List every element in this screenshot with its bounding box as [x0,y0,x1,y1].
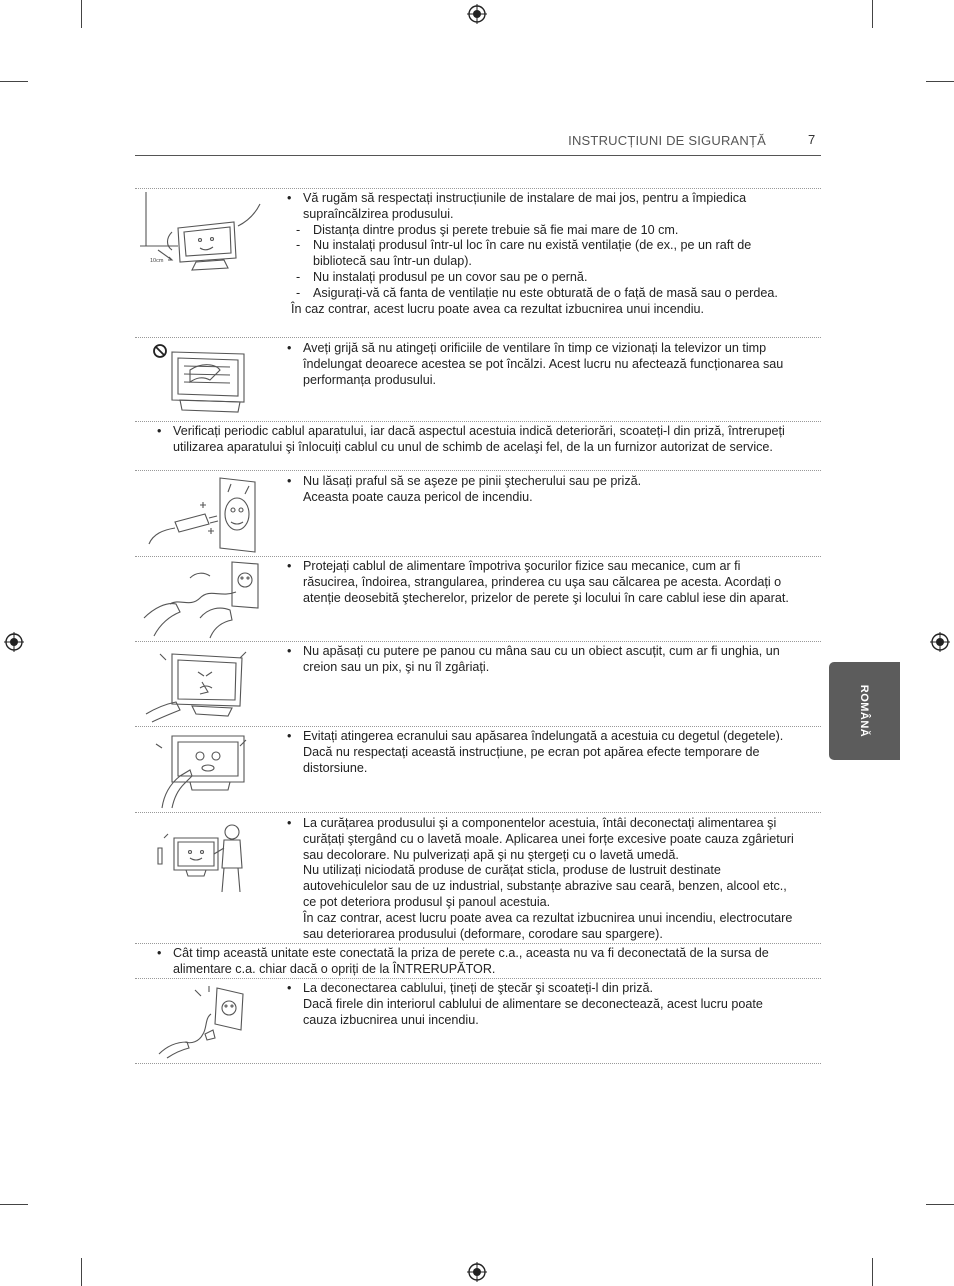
divider [135,726,821,727]
crop-mark [926,1204,954,1205]
vent-no-touch-illustration [150,340,250,418]
bullet-text: • Cât timp această unitate este conectată la priza de perete c.a., aceasta nu va fi deconectată de la sursa de alimentare c.a. chiar dacă o opriți de la ÎNTRERUPĂTOR. [157,946,807,978]
bullet-continuation: În caz contrar, acest lucru poate avea ca rezultat izbucnirea unui incendiu, electrocutare sau deteriorarea produsului (deformare, corodare sau spargere). [303,910,793,941]
bullet-continuation: Aceasta poate cauza pericol de incendiu. [303,489,533,504]
divider [135,421,821,422]
section-cable-check [157,424,807,456]
section-ventilation-install [287,191,797,317]
bullet-text: • Nu apăsați cu putere pe panou cu mâna sau cu un obiect ascuțit, cum ar fi unghia, un creion sau un pix, şi nu îl zgâriați. [287,644,797,676]
registration-mark-icon [467,4,487,24]
crop-mark [0,81,28,82]
section-vent-heat [287,341,797,388]
bullet-text: • Aveți grijă să nu atingeți orificiile de ventilare în timp ce vizionați la televizor un timp îndelungat deoarece acestea se pot încălzi. Acest lucru nu afectează funcționarea sau performanța produsului. [287,341,797,388]
no-touch-screen-illustration [150,728,250,810]
registration-mark-icon [467,1262,487,1282]
section-dust-plug [287,474,797,506]
divider [135,188,821,189]
divider [135,1063,821,1064]
crop-mark [0,1204,28,1205]
cleaning-tv-illustration [152,818,252,898]
crop-mark [872,0,873,28]
crop-mark [926,81,954,82]
divider [135,337,821,338]
divider [135,641,821,642]
distance-label: 10cm [150,258,164,264]
divider [135,556,821,557]
crop-mark [872,1258,873,1286]
language-tab [829,662,900,760]
section-unplug [287,981,797,1028]
bullet-text: • Vă rugăm să respectați instrucțiunile de instalare de mai jos, pentru a împiedica supraîncălzirea produsului. [287,191,797,223]
crop-mark [81,0,82,28]
section-screen-touch [287,729,797,776]
section-ac-power [157,946,807,978]
bullet-text: • Protejați cablul de alimentare împotriva şocurilor fizice sau mecanice, cum ar fi răsucirea, îndoirea, strangularea, prinderea cu uşa sau călcarea pe acesta. Acordați o atenție deosebită ştecherelor, prizelor de perete şi locului în care cablul iese din aparat. [287,559,797,606]
section-title: INSTRUCȚIUNI DE SIGURANȚĂ [568,133,766,148]
page-number: 7 [808,132,816,147]
section-cable-protect [287,559,797,606]
warning-footer: În caz contrar, acest lucru poate avea ca rezultat izbucnirea unui incendiu. [291,301,705,316]
language-label: ROMÂNĂ [858,684,870,738]
divider [135,943,821,944]
section-cleaning [287,816,797,942]
cable-protection-illustration [140,558,260,640]
sub-item: - Asigurați-vă că fanta de ventilație nu este obturată de o față de masă sau o perdea. [287,286,797,302]
bullet-text: • La curățarea produsului şi a componentelor acestuia, întâi deconectați alimentarea şi curățați ştergând cu o lavetă moale. Aplicarea unei forțe excesive poate cauza zgârieturi sau decolorare. Nu pulverizați apă şi nu ştergeți cu o lavetă umedă. [287,816,797,863]
plug-socket-dust-illustration [145,472,260,554]
tv-wall-distance-illustration [138,190,268,272]
bullet-text: • Nu lăsați praful să se aşeze pe pinii ştecherului sau pe priză. [287,474,797,490]
unplug-by-plug-illustration [155,984,250,1060]
sub-item: - Nu instalați produsul într-ul loc în care nu există ventilație (de ex., pe un raft de bibliotecă sau într-un dulap). [287,238,797,270]
sub-item: - Nu instalați produsul pe un covor sau pe o pernă. [287,270,797,286]
divider [135,470,821,471]
registration-mark-icon [930,632,950,652]
header-rule [135,155,821,156]
registration-mark-icon [4,632,24,652]
bullet-text: • Verificați periodic cablul aparatului, iar dacă aspectul acestuia indică deteriorări, scoateți-l din priză, întrerupeți utilizarea aparatului şi înlocuiți cablul cu unul de schimb de acelaşi fel, de la un furnizor autorizat de service. [157,424,807,456]
bullet-continuation: Dacă firele din interiorul cablului de alimentare se deconectează, acest lucru poate cauza izbucnirea unui incendiu. [303,996,763,1027]
divider [135,812,821,813]
section-panel-press [287,644,797,676]
bullet-text: • Evitați atingerea ecranului sau apăsarea îndelungată a acestuia cu degetul (degetele). Dacă nu respectați această instrucțiune, pe ecran pot apărea efecte temporare de distorsiune. [287,729,797,776]
bullet-text: • La deconectarea cablului, țineți de ştecăr şi scoateți-l din priză. [287,981,797,997]
divider [135,978,821,979]
crop-mark [81,1258,82,1286]
bullet-continuation: Nu utilizați niciodată produse de curățat sticla, produse de lustruit destinate autovehiculelor sau de uz industrial, substanțe abrazive sau ceară, benzen, alcool etc., ce pot deteriora produsul şi panoul acestuia. [303,863,787,909]
no-press-panel-illustration [142,644,260,724]
sub-item: - Distanța dintre produs şi perete trebuie să fie mai mare de 10 cm. [287,223,797,239]
